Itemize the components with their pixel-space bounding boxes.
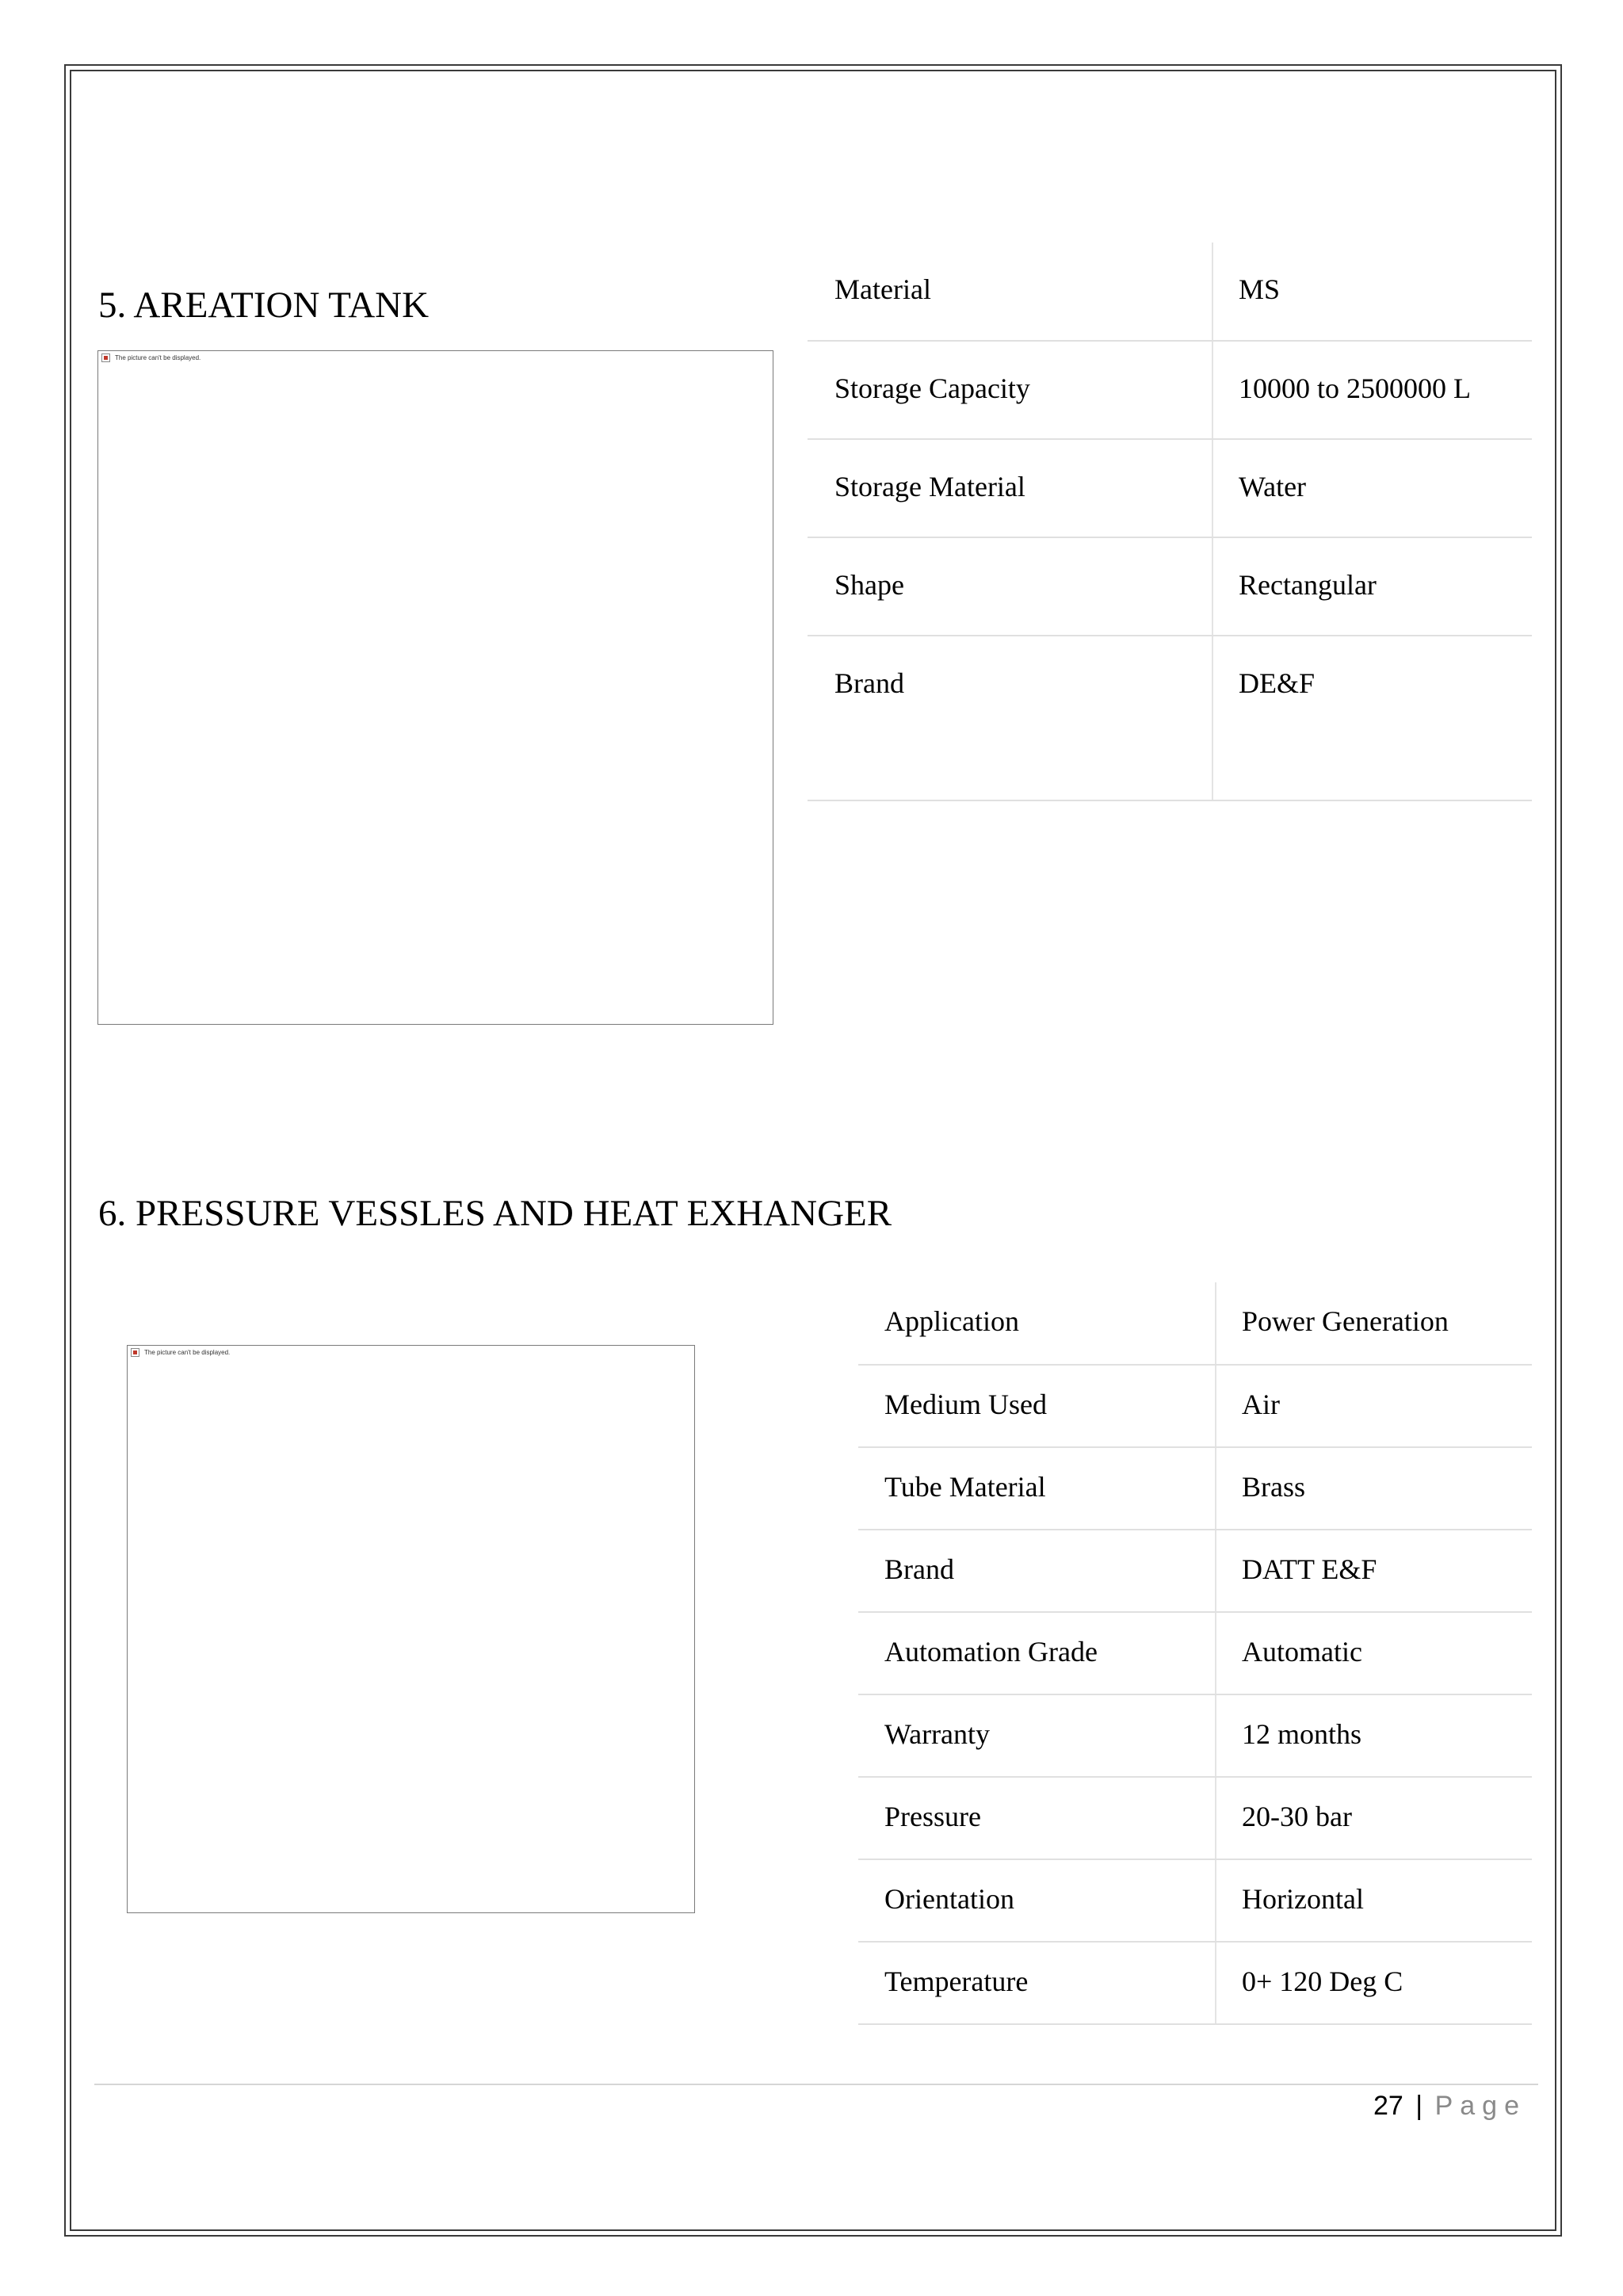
spec-label: Brand [808,636,1212,800]
footer-divider [94,2084,1538,2085]
broken-image-icon [131,1348,139,1357]
broken-image-notice [131,1348,230,1357]
spec-value: Rectangular [1212,537,1532,636]
spec-value: 12 months [1216,1694,1532,1777]
spec-label: Pressure [858,1777,1216,1859]
spec-row [808,636,1532,800]
spec-label: Automation Grade [858,1612,1216,1694]
aeration-tank-spec-table [808,243,1532,801]
spec-label: Application [858,1282,1216,1365]
spec-value: Air [1216,1365,1532,1447]
page-separator: | [1415,2091,1423,2121]
spec-value: Horizontal [1216,1859,1532,1942]
spec-label: Storage Material [808,439,1212,537]
spec-row [808,243,1532,341]
spec-value: DATT E&F [1216,1530,1532,1612]
spec-row [858,1777,1532,1859]
broken-image-notice [101,353,200,362]
spec-row [808,537,1532,636]
spec-value: Automatic [1216,1612,1532,1694]
spec-label: Shape [808,537,1212,636]
spec-value: Brass [1216,1447,1532,1530]
pressure-vessel-spec-table [858,1282,1532,2025]
broken-image-text: The picture can't be displayed. [115,354,201,361]
spec-row [858,1282,1532,1365]
spec-label: Temperature [858,1942,1216,2024]
page-label: Page [1434,2091,1526,2121]
page-number: 27 [1373,2091,1403,2121]
spec-value: 20-30 bar [1216,1777,1532,1859]
broken-image-icon [101,353,110,362]
spec-row [858,1365,1532,1447]
aeration-tank-image-placeholder [97,350,773,1025]
spec-row [808,439,1532,537]
pressure-vessel-image-placeholder [127,1345,695,1913]
spec-row [858,1694,1532,1777]
spec-value: Power Generation [1216,1282,1532,1365]
spec-label: Medium Used [858,1365,1216,1447]
spec-row [858,1530,1532,1612]
spec-label: Brand [858,1530,1216,1612]
spec-label: Material [808,243,1212,341]
broken-image-text: The picture can't be displayed. [144,1349,231,1356]
spec-row [858,1942,1532,2024]
spec-value: DE&F [1212,636,1532,800]
spec-row [808,341,1532,439]
spec-label: Storage Capacity [808,341,1212,439]
spec-label: Tube Material [858,1447,1216,1530]
section-heading-pressure-vessels: 6. PRESSURE VESSLES AND HEAT EXHANGER [98,1193,892,1234]
section-heading-aeration-tank: 5. AREATION TANK [98,285,430,326]
spec-value: MS [1212,243,1532,341]
page-footer [1373,2091,1526,2122]
spec-label: Warranty [858,1694,1216,1777]
spec-value: 0+ 120 Deg C [1216,1942,1532,2024]
spec-row [858,1859,1532,1942]
spec-value: 10000 to 2500000 L [1212,341,1532,439]
spec-row [858,1447,1532,1530]
spec-label: Orientation [858,1859,1216,1942]
spec-row [858,1612,1532,1694]
spec-value: Water [1212,439,1532,537]
